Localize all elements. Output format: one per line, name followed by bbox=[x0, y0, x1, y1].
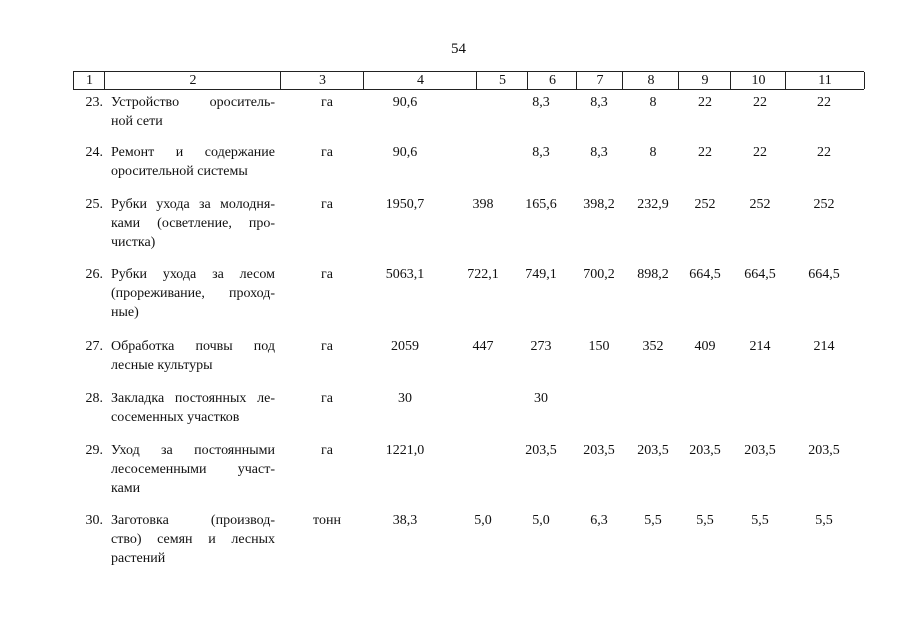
row-name-line: оросительной системы bbox=[111, 164, 248, 179]
header-col-2: 2 bbox=[104, 72, 281, 89]
cell-col-7: 6,3 bbox=[590, 513, 608, 528]
cell-col-9: 203,5 bbox=[689, 443, 721, 458]
cell-col-6: 30 bbox=[534, 391, 548, 406]
row-name bbox=[111, 195, 275, 252]
cell-col-8: 232,9 bbox=[637, 197, 669, 212]
header-col-1: 1 bbox=[73, 72, 105, 89]
cell-col-6: 273 bbox=[530, 339, 552, 354]
cell-col-11: 203,5 bbox=[808, 443, 840, 458]
header-col-3: 3 bbox=[280, 72, 364, 89]
row-unit: га bbox=[321, 95, 333, 110]
row-name bbox=[111, 441, 275, 498]
header-col-10: 10 bbox=[730, 72, 786, 89]
cell-col-7: 8,3 bbox=[590, 95, 608, 110]
cell-col-10: 664,5 bbox=[744, 267, 776, 282]
row-name-line: Рубки ухода за лесом bbox=[111, 267, 275, 282]
row-name-line: Обработка почвы под bbox=[111, 339, 275, 354]
row-name-line: ками bbox=[111, 481, 141, 496]
cell-col-10: 214 bbox=[749, 339, 771, 354]
cell-col-9: 664,5 bbox=[689, 267, 721, 282]
cell-col-9: 409 bbox=[694, 339, 716, 354]
cell-col-5: 447 bbox=[472, 339, 494, 354]
header-col-11: 11 bbox=[785, 72, 865, 89]
row-number: 25. bbox=[85, 197, 103, 212]
row-name bbox=[111, 337, 275, 375]
row-name-line: Уход за постоянными bbox=[111, 443, 275, 458]
cell-col-9: 5,5 bbox=[696, 513, 714, 528]
cell-col-11: 252 bbox=[813, 197, 835, 212]
cell-col-4: 1221,0 bbox=[385, 443, 425, 458]
cell-col-10: 203,5 bbox=[744, 443, 776, 458]
cell-col-5: 5,0 bbox=[474, 513, 492, 528]
row-name-line: Устройство ороситель- bbox=[111, 95, 275, 110]
cell-col-4: 90,6 bbox=[392, 145, 418, 160]
cell-col-11: 664,5 bbox=[808, 267, 840, 282]
cell-col-4: 30 bbox=[398, 391, 412, 406]
cell-col-10: 22 bbox=[753, 145, 767, 160]
row-number: 23. bbox=[85, 95, 103, 110]
header-col-5: 5 bbox=[476, 72, 528, 89]
row-name-line: Заготовка (производ- bbox=[111, 513, 275, 528]
row-name-line: Закладка постоянных ле- bbox=[111, 391, 275, 406]
row-name-line: ной сети bbox=[111, 114, 163, 129]
cell-col-6: 5,0 bbox=[532, 513, 550, 528]
cell-col-6: 8,3 bbox=[532, 145, 550, 160]
row-name-line: (прореживание, проход- bbox=[111, 286, 275, 301]
row-name bbox=[111, 265, 275, 322]
cell-col-8: 5,5 bbox=[644, 513, 662, 528]
row-name-line: ство) семян и лесных bbox=[111, 532, 275, 547]
row-unit: га bbox=[321, 267, 333, 282]
cell-col-5: 398 bbox=[472, 197, 494, 212]
row-name-line: чистка) bbox=[111, 235, 156, 250]
cell-col-4: 38,3 bbox=[392, 513, 418, 528]
cell-col-7: 398,2 bbox=[583, 197, 615, 212]
cell-col-10: 252 bbox=[749, 197, 771, 212]
row-unit: га bbox=[321, 339, 333, 354]
row-name bbox=[111, 143, 275, 181]
cell-col-10: 5,5 bbox=[751, 513, 769, 528]
cell-col-9: 22 bbox=[698, 145, 712, 160]
row-name-line: ками (осветление, про- bbox=[111, 216, 275, 231]
cell-col-7: 203,5 bbox=[583, 443, 615, 458]
row-name-line: лесосеменными участ- bbox=[111, 462, 275, 477]
row-name-line: лесные культуры bbox=[111, 358, 213, 373]
cell-col-4: 5063,1 bbox=[385, 267, 425, 282]
row-number: 26. bbox=[85, 267, 103, 282]
cell-col-4: 90,6 bbox=[392, 95, 418, 110]
header-col-7: 7 bbox=[576, 72, 623, 89]
row-number: 28. bbox=[85, 391, 103, 406]
cell-col-6: 165,6 bbox=[525, 197, 557, 212]
row-number: 30. bbox=[85, 513, 103, 528]
row-name-line: Рубки ухода за молодня- bbox=[111, 197, 275, 212]
cell-col-6: 8,3 bbox=[532, 95, 550, 110]
cell-col-11: 5,5 bbox=[815, 513, 833, 528]
row-name-line: растений bbox=[111, 551, 166, 566]
row-unit: га bbox=[321, 145, 333, 160]
cell-col-8: 352 bbox=[642, 339, 664, 354]
row-name bbox=[111, 389, 275, 427]
table-header bbox=[73, 71, 864, 90]
cell-col-6: 203,5 bbox=[525, 443, 557, 458]
cell-col-8: 8 bbox=[649, 95, 657, 110]
cell-col-9: 252 bbox=[694, 197, 716, 212]
row-name bbox=[111, 511, 275, 568]
page-number: 54 bbox=[451, 41, 466, 57]
cell-col-4: 2059 bbox=[391, 339, 419, 354]
row-number: 27. bbox=[85, 339, 103, 354]
header-col-8: 8 bbox=[622, 72, 679, 89]
cell-col-8: 8 bbox=[649, 145, 657, 160]
row-unit: тонн bbox=[313, 513, 341, 528]
cell-col-10: 22 bbox=[753, 95, 767, 110]
cell-col-7: 8,3 bbox=[590, 145, 608, 160]
cell-col-4: 1950,7 bbox=[385, 197, 425, 212]
cell-col-6: 749,1 bbox=[525, 267, 557, 282]
header-col-4: 4 bbox=[363, 72, 477, 89]
header-col-6: 6 bbox=[527, 72, 577, 89]
cell-col-8: 898,2 bbox=[637, 267, 669, 282]
cell-col-11: 22 bbox=[817, 95, 831, 110]
cell-col-8: 203,5 bbox=[637, 443, 669, 458]
row-number: 29. bbox=[85, 443, 103, 458]
cell-col-7: 700,2 bbox=[583, 267, 615, 282]
row-name-line: ные) bbox=[111, 305, 139, 320]
row-unit: га bbox=[321, 443, 333, 458]
row-name-line: Ремонт и содержание bbox=[111, 145, 275, 160]
row-number: 24. bbox=[85, 145, 103, 160]
row-unit: га bbox=[321, 197, 333, 212]
row-name bbox=[111, 93, 275, 131]
row-unit: га bbox=[321, 391, 333, 406]
cell-col-11: 214 bbox=[813, 339, 835, 354]
cell-col-5: 722,1 bbox=[467, 267, 499, 282]
cell-col-7: 150 bbox=[588, 339, 610, 354]
cell-col-9: 22 bbox=[698, 95, 712, 110]
cell-col-11: 22 bbox=[817, 145, 831, 160]
header-col-9: 9 bbox=[678, 72, 731, 89]
row-name-line: сосеменных участков bbox=[111, 410, 240, 425]
